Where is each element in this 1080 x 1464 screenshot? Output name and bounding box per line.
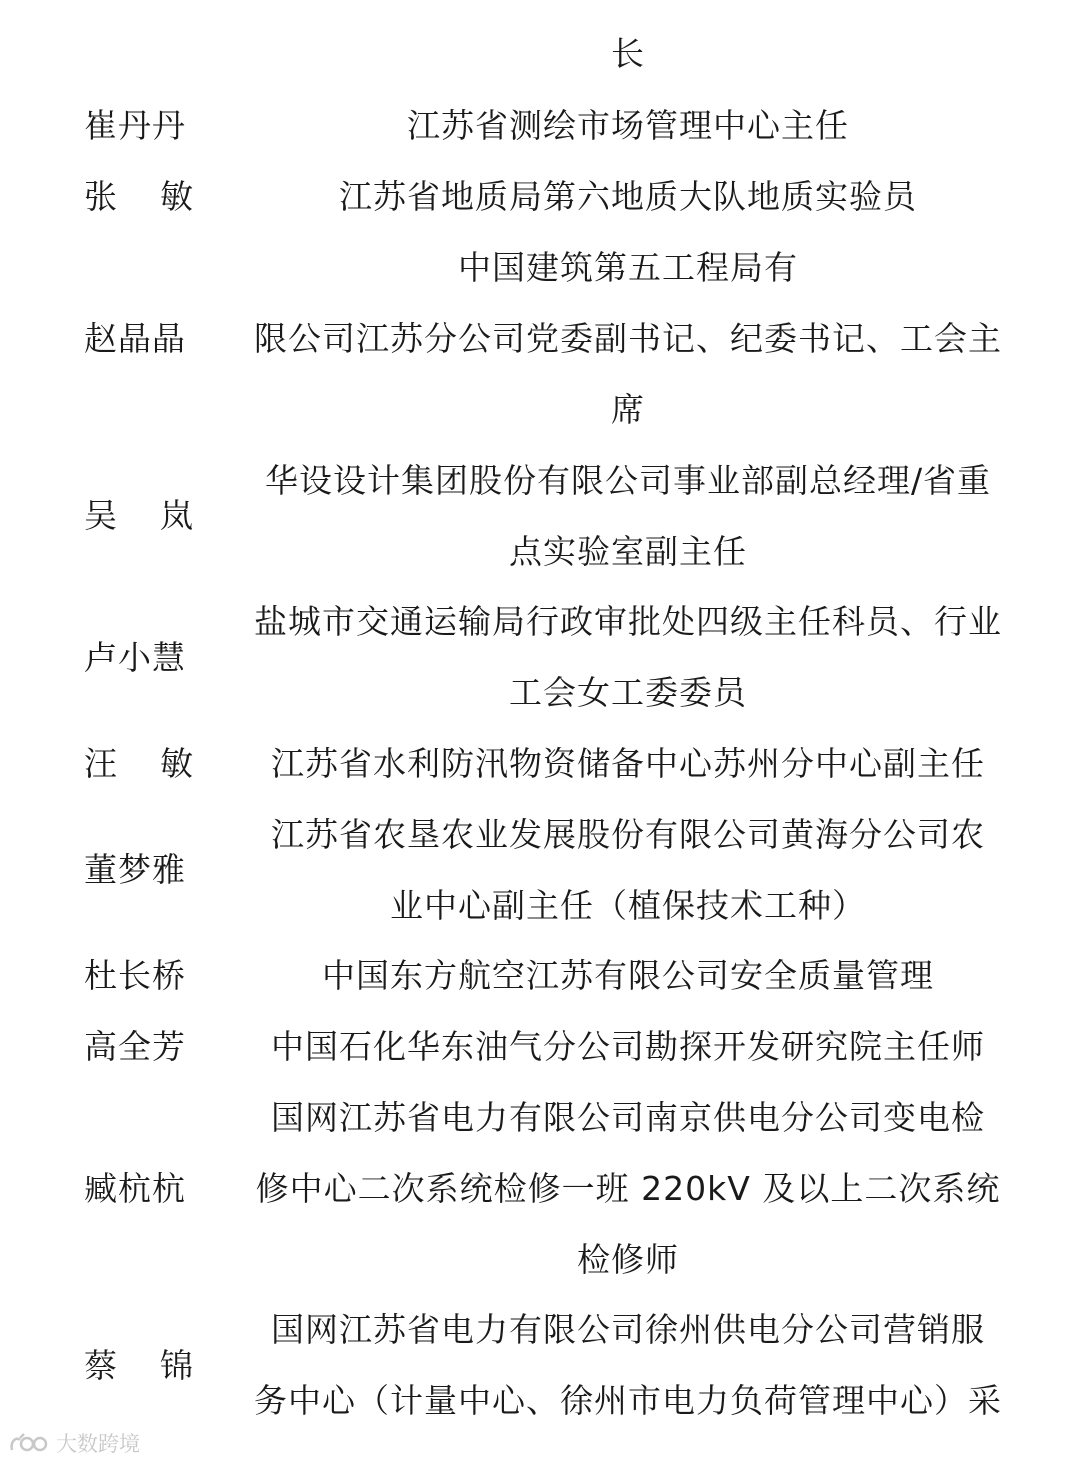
person-name: 张 敏 (84, 177, 194, 216)
person-name: 蔡 锦 (84, 1346, 194, 1385)
watermark (8, 1428, 140, 1458)
watermark-text: 大数跨境 (56, 1432, 140, 1456)
position-line: 工会女工委委员 (509, 673, 747, 712)
person-name: 高全芳 (84, 1027, 186, 1066)
person-name: 臧杭杭 (84, 1169, 186, 1208)
person-name: 赵晶晶 (84, 319, 186, 358)
person-name: 杜长桥 (84, 956, 186, 995)
position-line: 修中心二次系统检修一班 220kV 及以上二次系统 (255, 1169, 1001, 1208)
position-line: 江苏省地质局第六地质大队地质实验员 (339, 177, 917, 216)
position-line: 业中心副主任（植保技术工种） (390, 886, 866, 925)
logo-icon (8, 1430, 52, 1456)
position-line: 华设设计集团股份有限公司事业部副总经理/省重 (264, 461, 992, 500)
position-line: 国网江苏省电力有限公司南京供电分公司变电检 (271, 1098, 985, 1137)
person-name: 董梦雅 (84, 850, 186, 889)
position-line: 务中心（计量中心、徐州市电力负荷管理中心）采 (254, 1381, 1002, 1420)
position-line: 中国东方航空江苏有限公司安全质量管理 (322, 956, 934, 995)
position-line: 长 (611, 34, 645, 73)
person-name: 崔丹丹 (84, 106, 186, 145)
position-line: 中国建筑第五工程局有 (458, 248, 798, 287)
position-line: 点实验室副主任 (509, 532, 747, 571)
person-name: 吴 岚 (84, 496, 194, 535)
person-name: 卢小慧 (84, 638, 186, 677)
position-line: 限公司江苏分公司党委副书记、纪委书记、工会主 (254, 319, 1002, 358)
position-line: 席 (611, 390, 645, 429)
position-line: 盐城市交通运输局行政审批处四级主任科员、行业 (254, 602, 1002, 641)
person-name: 汪 敏 (84, 744, 194, 783)
position-line: 江苏省农垦农业发展股份有限公司黄海分公司农 (271, 815, 985, 854)
position-line: 江苏省测绘市场管理中心主任 (407, 106, 849, 145)
position-line: 江苏省水利防汛物资储备中心苏州分中心副主任 (271, 744, 985, 783)
position-line: 国网江苏省电力有限公司徐州供电分公司营销服 (271, 1310, 985, 1349)
position-line: 中国石化华东油气分公司勘探开发研究院主任师 (271, 1027, 985, 1066)
position-line: 检修师 (577, 1240, 679, 1279)
